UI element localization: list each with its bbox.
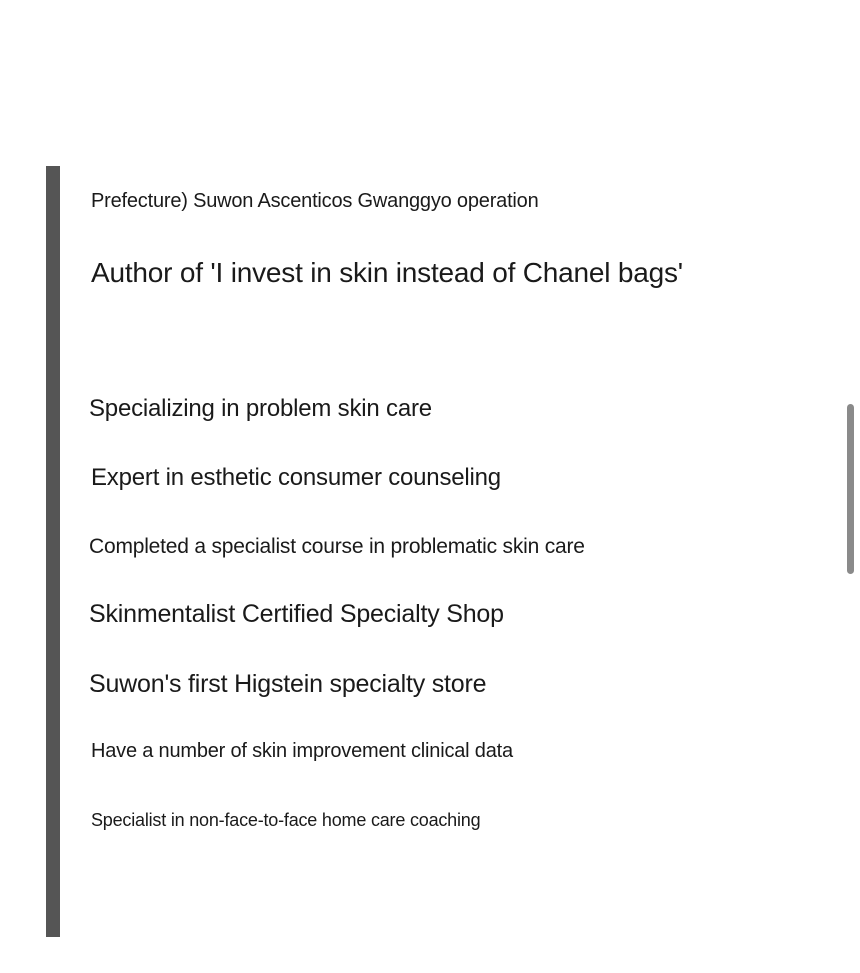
profile-item-counseling: Expert in esthetic consumer counseling	[91, 464, 501, 491]
profile-item-home-care: Specialist in non-face-to-face home care coaching	[91, 810, 481, 830]
profile-item-clinical-data: Have a number of skin improvement clinical data	[91, 740, 513, 762]
profile-item-first-store: Suwon's first Higstein specialty store	[89, 670, 487, 698]
profile-item-certified-shop: Skinmentalist Certified Specialty Shop	[89, 600, 504, 628]
scrollbar[interactable]	[847, 404, 854, 574]
profile-item-course: Completed a specialist course in problematic skin care	[89, 535, 585, 558]
accent-bar	[46, 166, 60, 937]
profile-item-operation: Prefecture) Suwon Ascenticos Gwanggyo operation	[91, 190, 539, 212]
profile-item-author: Author of 'I invest in skin instead of Chanel bags'	[91, 257, 683, 288]
profile-item-specialty: Specializing in problem skin care	[89, 395, 432, 422]
scrollbar-thumb[interactable]	[847, 404, 854, 574]
